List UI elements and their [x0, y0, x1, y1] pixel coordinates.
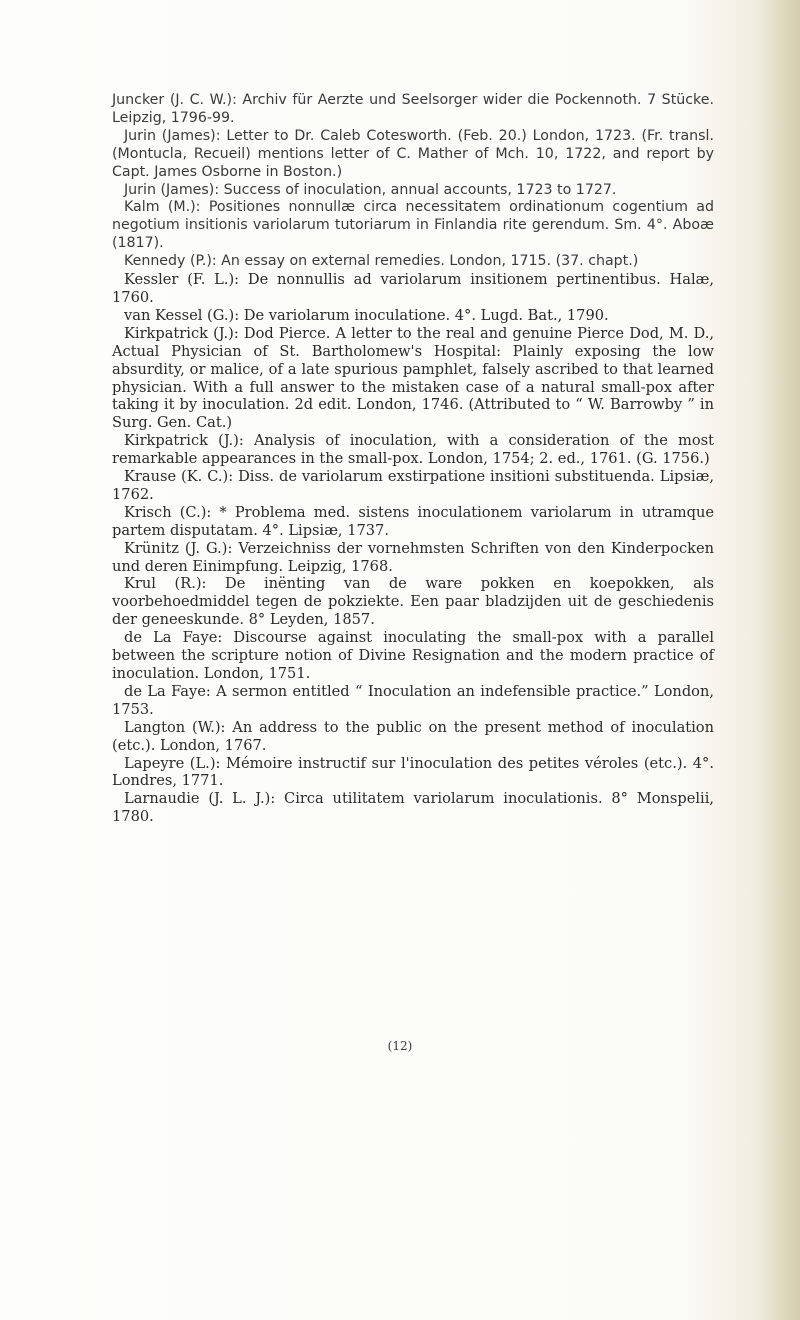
page-edge-shading — [760, 0, 800, 1320]
bibliography-entry: Krul (R.): De inënting van de ware pokken en koepokken, als voorbehoedmiddel tegen de pokziekte. Een paar bladzijden uit de geschiedenis der geneeskunde. 8° Leyden, 1857. — [112, 575, 714, 629]
bibliography-entry: Kalm (M.): Positiones nonnullæ circa necessitatem ordinationum cogentium ad negotium insitionis variolarum tutoriarum in Finlandia rite gerendum. Sm. 4°. Aboæ (1817). — [112, 199, 714, 252]
bibliography-entry: Krünitz (J. G.): Verzeichniss der vornehmsten Schriften von den Kinderpocken und deren Einimpfung. Leipzig, 1768. — [112, 539, 714, 575]
bibliography-entry: de La Faye: A sermon entitled “ Inoculation an indefensible practice.” London, 1753. — [112, 682, 714, 718]
bibliography-entry: Lapeyre (L.): Mémoire instructif sur l'inoculation des petites véroles (etc.). 4°. Londres, 1771. — [112, 754, 714, 790]
bibliography-entry: Kessler (F. L.): De nonnullis ad variolarum insitionem pertinentibus. Halæ, 1760. — [112, 271, 714, 306]
bibliography-text — [112, 92, 714, 826]
bibliography-entry: Jurin (James): Success of inoculation, annual accounts, 1723 to 1727. — [124, 181, 617, 198]
bibliography-entry: van Kessel (G.): De variolarum inoculatione. 4°. Lugd. Bat., 1790. — [124, 306, 609, 324]
bibliography-entry: Kennedy (P.): An essay on external remedies. London, 1715. (37. chapt.) — [124, 253, 639, 270]
bibliography-entry: Kirkpatrick (J.): Analysis of inoculation, with a consideration of the most remarkable appearances in the small-pox. London, 1754; 2. ed., 1761. (G. 1756.) — [112, 432, 714, 468]
bibliography-entry: Kirkpatrick (J.): Dod Pierce. A letter to the real and genuine Pierce Dod, M. D., Actual Physician of St. Bartholomew's Hospital: Plainly exposing the low absurdity, or malice, of a late spurious pamphlet, falsely ascribed to that learned physician. With a full answer to the mistaken case of a natural small-pox after taking it by inoculation. 2d edit. London, 1746. (Attributed to “ W. Barrowby ” in Surg. Gen. Cat.) — [112, 324, 714, 432]
bibliography-entry: Larnaudie (J. L. J.): Circa utilitatem variolarum inoculationis. 8° Monspelii, 1780. — [112, 790, 714, 826]
bibliography-entry: Juncker (J. C. W.): Archiv für Aerzte und Seelsorger wider die Pockennoth. 7 Stücke. Leipzig, 1796-99. — [112, 92, 714, 126]
bibliography-entry: de La Faye: Discourse against inoculating the small-pox with a parallel between the scripture notion of Divine Resignation and the modern practice of inoculation. London, 1751. — [112, 629, 714, 682]
bibliography-entry: Krause (K. C.): Diss. de variolarum exstirpatione insitioni substituenda. Lipsiæ, 1762. — [112, 468, 714, 503]
bibliography-entry: Jurin (James): Letter to Dr. Caleb Cotesworth. (Feb. 20.) London, 1723. (Fr. transl. (Montucla, Recueil) mentions letter of C. Mather of Mch. 10, 1722, and report by Capt. James Osborne in Boston.) — [112, 127, 714, 180]
bibliography-entry: Langton (W.): An address to the public on the present method of inoculation (etc.). London, 1767. — [112, 718, 714, 754]
page-number: (12) — [387, 1039, 413, 1053]
bibliography-entry: Krisch (C.): * Problema med. sistens inoculationem variolarum in utramque partem disputatam. 4°. Lipsiæ, 1737. — [112, 503, 714, 539]
